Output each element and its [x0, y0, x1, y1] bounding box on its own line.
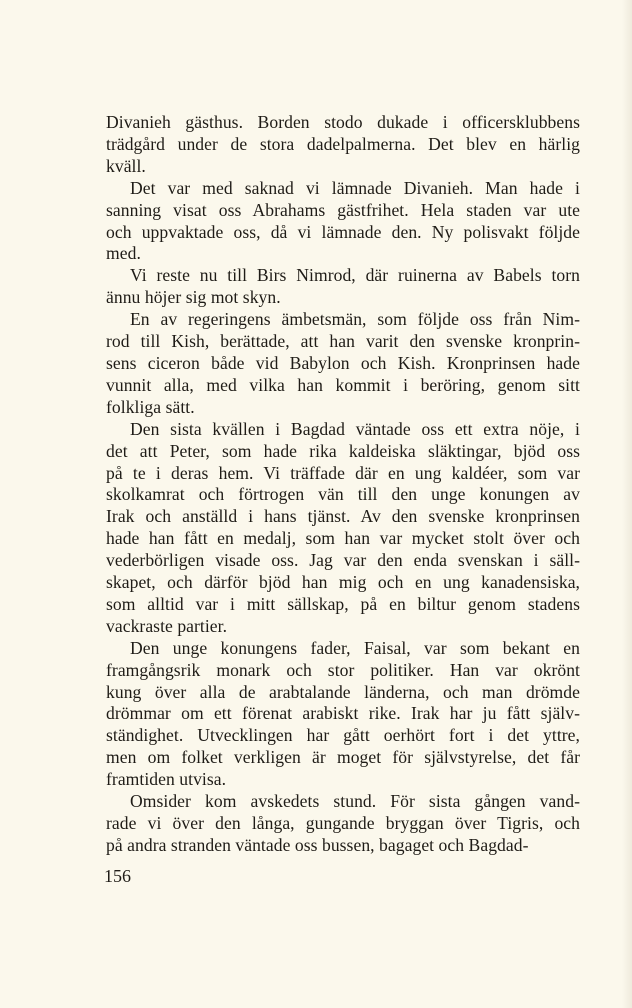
text-line: framtiden utvisa. — [106, 769, 227, 790]
paragraph — [106, 265, 580, 309]
body-text — [106, 112, 580, 857]
text-line: sanning visat oss Abrahams gästfrihet. Hela staden var ute — [106, 199, 580, 220]
text-line: vederbörligen visade oss. Jag var den enda svenskan i säll- — [106, 550, 580, 571]
text-line: kung över alla de arabtalande länderna, och man drömde — [106, 681, 580, 702]
text-line: rade vi över den långa, gungande bryggan över Tigris, och — [106, 813, 580, 833]
text-line: hade han fått en medalj, som han var mycket stolt över och — [106, 528, 580, 549]
text-line: ständighet. Utvecklingen har gått oerhört fort i det yttre, — [106, 725, 580, 746]
text-line: på andra stranden väntade oss bussen, bagaget och Bagdad- — [106, 834, 529, 855]
text-line: som alltid var i mitt sällskap, på en biltur genom stadens — [106, 593, 580, 614]
text-line: trädgård under de stora dadelpalmerna. Det blev en härlig — [106, 133, 580, 154]
text-line: Den sista kvällen i Bagdad väntade oss ett extra nöje, i — [130, 418, 580, 439]
text-line: rod till Kish, berättade, att han varit den svenske kronprin- — [106, 331, 580, 352]
text-line: Vi reste nu till Birs Nimrod, där ruinerna av Babels torn — [130, 265, 580, 286]
text-line: vunnit alla, med vilka han kommit i beröring, genom sitt — [106, 374, 580, 395]
text-line: folkliga sätt. — [106, 396, 195, 417]
text-line: med. — [106, 243, 141, 264]
text-line: skapet, och därför bjöd han mig och en ung kanadensiska, — [106, 572, 580, 593]
text-line: Det var med saknad vi lämnade Divanieh. Man hade i — [130, 177, 580, 198]
text-line: det att Peter, som hade rika kaldeiska släktingar, bjöd oss — [106, 440, 580, 461]
text-line: Omsider kom avskedets stund. För sista gången vand- — [130, 791, 580, 812]
text-line: framgångsrik monark och stor politiker. Han var okrönt — [106, 659, 580, 680]
paragraph — [106, 309, 580, 419]
text-line: Divanieh gästhus. Borden stodo dukade i officersklubbens — [106, 112, 580, 132]
text-line: och uppvaktade oss, då vi lämnade den. Ny polisvakt följde — [106, 221, 580, 242]
text-line: sens ciceron både vid Babylon och Kish. Kronprinsen hade — [106, 352, 580, 373]
text-line: vackraste partier. — [106, 615, 228, 636]
text-line: på te i deras hem. Vi träffade där en ung kaldéer, som var — [106, 462, 580, 483]
text-line: men om folket verkligen är moget för självstyrelse, det får — [106, 747, 580, 768]
text-line: drömmar om ett förenat arabiskt rike. Irak har ju fått själv- — [106, 703, 580, 724]
paragraph — [106, 419, 580, 638]
page-number: 156 — [104, 866, 131, 886]
text-line: Irak och anställd i hans tjänst. Av den svenske kronprinsen — [106, 506, 580, 527]
text-line: kväll. — [106, 155, 146, 176]
paragraph — [106, 638, 580, 791]
text-line: ännu höjer sig mot skyn. — [106, 287, 281, 308]
text-line: En av regeringens ämbetsmän, som följde oss från Nim- — [130, 309, 580, 330]
paragraph — [106, 112, 580, 178]
paragraph — [106, 178, 580, 266]
text-line: skolkamrat och förtrogen vän till den unge konungen av — [106, 484, 580, 505]
paragraph — [106, 791, 580, 857]
text-line: Den unge konungens fader, Faisal, var som bekant en — [130, 637, 580, 658]
